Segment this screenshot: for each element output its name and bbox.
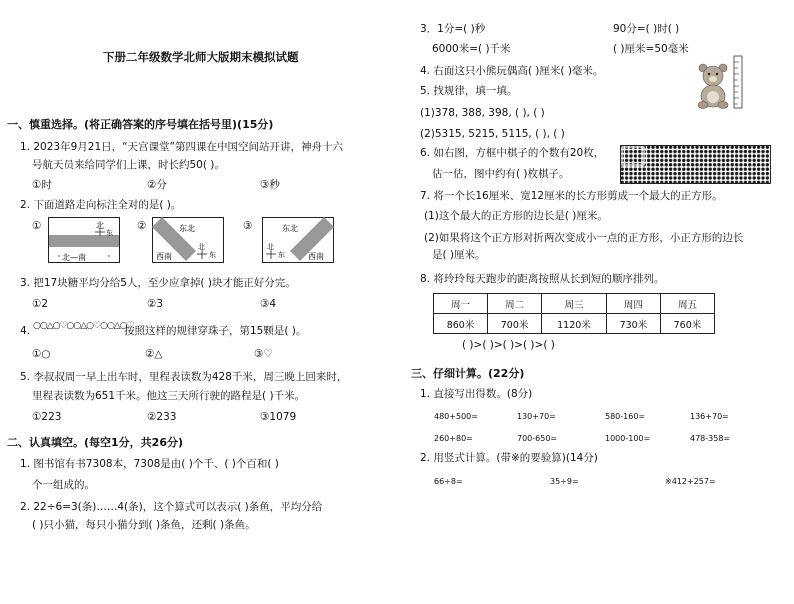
s1-q3-option-c: ③4	[260, 298, 277, 310]
mental-calc-item: 700-650=	[517, 434, 558, 443]
mental-calc-item: 260+80=	[434, 434, 473, 443]
s2-q6-line1: 6. 如右图，方框中棋子的个数有20枚，	[420, 147, 605, 159]
compass-north: 北	[96, 221, 104, 230]
distance-cell: 860米	[434, 314, 488, 334]
s3-q1-text: 1. 直接写出得数。(8分)	[420, 388, 533, 400]
table-row	[434, 294, 715, 314]
s2-q4-text: 4. 右面这只小熊玩偶高( )厘米( )毫米。	[420, 65, 604, 77]
s2-q3-line2b: ( )厘米=50毫米	[613, 43, 689, 55]
s1-q5-line1: 5. 李叔叔周一早上出车时，里程表读数为428千米，周三晚上回来时，	[20, 371, 348, 383]
mental-calc-item: 136+70=	[690, 412, 729, 421]
s2-q1-line2: 个一组成的。	[32, 479, 95, 491]
ruler	[734, 56, 742, 108]
compass-east: 东	[209, 251, 216, 259]
s2-q7-line4: 是( )厘米。	[432, 249, 486, 261]
mental-calc-item: 580-160=	[605, 412, 646, 421]
vertical-calc-item: ※412+257=	[665, 477, 716, 486]
compass-east: 东	[106, 229, 113, 237]
s1-q2-label-a: ①	[32, 220, 42, 232]
s2-q5-text: 5. 找规律，填一填。	[420, 85, 518, 97]
mental-calc-item: 480+500=	[434, 412, 478, 421]
mental-calc-item: 130+70=	[517, 412, 556, 421]
s1-q3-option-b: ②3	[147, 298, 164, 310]
distance-cell: 1120米	[542, 314, 607, 334]
s2-q7-line3: (2)如果将这个正方形对折两次变成小一点的正方形，小正方形的边长	[424, 232, 744, 244]
s1-q4-option-c: ③♡	[254, 348, 273, 360]
day-cell: 周四	[606, 294, 660, 314]
day-cell: 周一	[434, 294, 488, 314]
s2-q5-line2: (2)5315, 5215, 5115, ( ), ( )	[420, 128, 565, 140]
s2-q3-line1b: 90分=( )时( )	[613, 23, 680, 35]
road-figure-3	[262, 217, 334, 263]
s1-q1-line1: 1. 2023年9月21日，“天宫课堂”第四课在中国空间站开讲，神舟十六	[20, 141, 343, 153]
s1-q5-option-a: ①223	[32, 411, 62, 423]
table-row	[434, 314, 715, 334]
road-label-southwest: 西南	[156, 252, 172, 261]
s1-q5-option-b: ②233	[147, 411, 177, 423]
s1-q2-label-c: ③	[243, 220, 253, 232]
section2-heading: 二、认真填空。(每空1分，共26分)	[7, 436, 184, 449]
s2-q8-order-line: ( )>( )>( )>( )>( )	[462, 339, 555, 351]
compass-north: 北	[198, 243, 205, 251]
chess-pieces-figure	[620, 145, 772, 185]
s1-q1-option-a: ①时	[32, 179, 52, 191]
compass-north: 北	[267, 243, 274, 251]
s2-q1-line1: 1. 图书馆有书7308本，7308是由( )个千、( )个百和( )	[20, 458, 279, 470]
s2-q3-line2a: 6000米=( )千米	[432, 43, 511, 55]
distance-cell: 760米	[660, 314, 714, 334]
compass-east: 东	[278, 251, 285, 259]
s1-q4-option-b: ②△	[145, 348, 163, 360]
s2-q2-line1: 2. 22÷6=3(条)……4(条)，这个算式可以表示( )条鱼，平均分给	[20, 501, 323, 513]
s1-q3-text: 3. 把17块糖平均分给5人，至少应拿掉( )块才能正好分完。	[20, 277, 296, 289]
s1-q5-line2: 里程表读数为651千米。他这三天所行驶的路程是( )千米。	[32, 390, 306, 402]
s1-q1-option-b: ②分	[147, 179, 167, 191]
s1-q4-prefix: 4.	[20, 325, 31, 337]
s1-q4-option-a: ①○	[32, 348, 51, 360]
s2-q3-line1a: 3．1分=( )秒	[420, 23, 486, 35]
mental-calc-item: 478-358=	[690, 434, 731, 443]
s1-q3-option-a: ①2	[32, 298, 49, 310]
page-title: 下册二年级数学北师大版期末模拟试题	[103, 50, 299, 64]
day-cell: 周三	[542, 294, 607, 314]
road-label: 北—南	[62, 253, 86, 262]
s1-q1-line2: 号航天员来给同学们上课，时长约50( )。	[32, 159, 225, 171]
s1-q2-text: 2. 下面道路走向标注全对的是( )。	[20, 199, 182, 211]
s1-q1-option-c: ③秒	[260, 179, 280, 191]
s1-q2-label-b: ②	[137, 220, 147, 232]
road-label-northeast: 东北	[179, 224, 195, 233]
s2-q2-line2: ( )只小猫，每只小猫分到( )条鱼，还剩( )条鱼。	[32, 519, 256, 531]
vertical-calc-item: 66÷8=	[434, 477, 463, 486]
s2-q7-line2: (1)这个最大的正方形的边长是( )厘米。	[424, 210, 608, 222]
s2-q7-line1: 7. 将一个长16厘米、宽12厘米的长方形剪成一个最大的正方形。	[420, 190, 723, 202]
s2-q5-line1: (1)378, 388, 398, ( ), ( )	[420, 107, 545, 119]
s3-q2-text: 2. 用竖式计算。(带※的要验算)(14分)	[420, 452, 598, 464]
running-distance-table	[433, 293, 715, 334]
bead-sequence: ○○△○♡○○△○♡○○△○♡	[33, 321, 134, 331]
s2-q6-line2: 估一估，图中约有( )枚棋子。	[432, 168, 570, 180]
teddy-bear-ruler-image	[694, 54, 748, 110]
teddy-bear	[698, 64, 728, 109]
section1-heading: 一、慎重选择。(将正确答案的序号填在括号里)(15分)	[7, 118, 274, 131]
vertical-calc-item: 35÷9=	[550, 477, 579, 486]
day-cell: 周五	[660, 294, 714, 314]
road-label-northeast: 东北	[282, 224, 298, 233]
section3-heading: 三、仔细计算。(22分)	[411, 367, 525, 380]
s1-q4-text: 按照这样的规律穿珠子，第15颗是( )。	[124, 325, 307, 337]
mental-calc-item: 1000-100=	[605, 434, 651, 443]
distance-cell: 730米	[606, 314, 660, 334]
road-label-southwest: 西南	[308, 252, 324, 261]
road-figure-2	[152, 217, 224, 263]
s2-q8-text: 8. 将玲玲每天跑步的距离按照从长到短的顺序排列。	[420, 273, 665, 285]
day-cell: 周二	[488, 294, 542, 314]
s1-q5-option-c: ③1079	[260, 411, 297, 423]
road-figure-1	[48, 217, 120, 263]
distance-cell: 700米	[488, 314, 542, 334]
